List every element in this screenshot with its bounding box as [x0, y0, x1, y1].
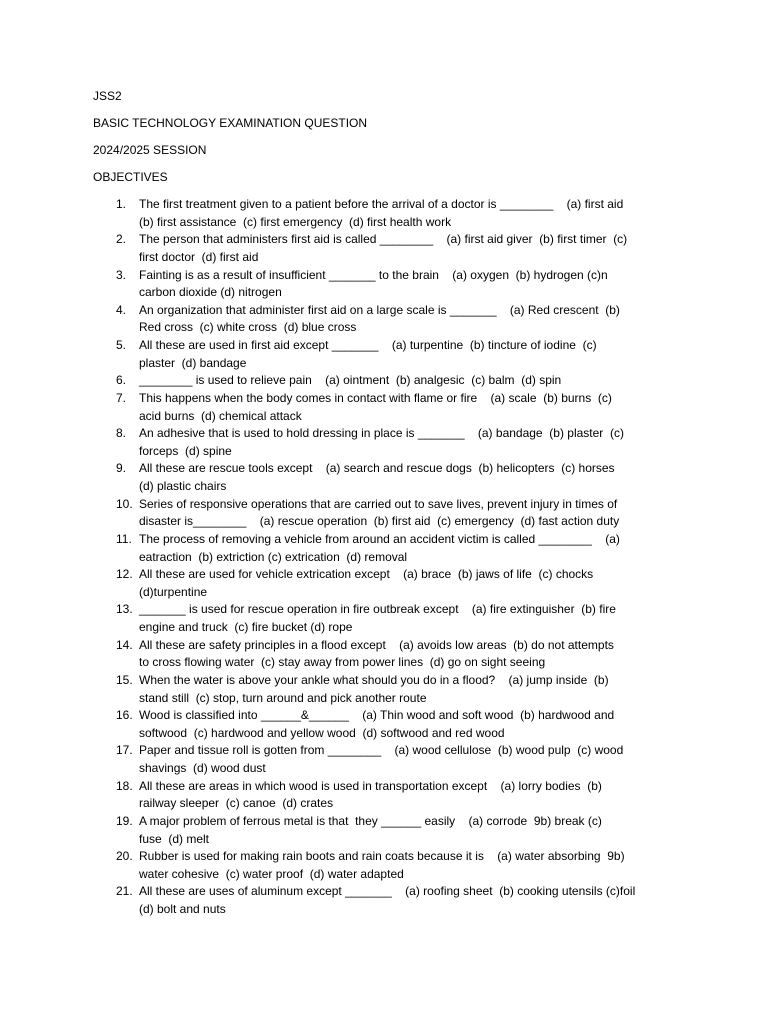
document-header — [93, 88, 733, 196]
question-item — [93, 883, 749, 918]
question-item — [93, 390, 749, 425]
question-line: forceps (d) spine — [139, 443, 232, 458]
question-text — [139, 496, 749, 531]
question-number: 10. — [116, 496, 133, 511]
question-line: The person that administers first aid is called ________ (a) first aid giver (b) first timer (c) — [139, 232, 628, 247]
question-text — [139, 531, 749, 566]
question-number: 3. — [116, 267, 127, 282]
question-text — [139, 778, 749, 813]
question-number: 9. — [116, 461, 127, 476]
question-item — [93, 637, 749, 672]
question-text — [139, 337, 749, 372]
question-line: engine and truck (c) fire bucket (d) rope — [139, 620, 353, 634]
question-line: softwood (c) hardwood and yellow wood (d) softwood and red wood — [139, 725, 505, 740]
question-line: This happens when the body comes in contact with flame or fire (a) scale (b) burns (c) — [139, 390, 612, 405]
question-text — [139, 601, 749, 636]
question-item — [93, 707, 749, 742]
question-line: eatraction (b) extriction (c) extrication (d) removal — [139, 549, 408, 564]
question-text — [139, 372, 749, 390]
question-number: 21. — [116, 884, 133, 899]
question-item — [93, 778, 749, 813]
question-item — [93, 231, 749, 266]
question-line: Series of responsive operations that are carried out to save lives, prevent injury in times of — [139, 496, 618, 511]
question-item — [93, 601, 749, 636]
question-text — [139, 425, 749, 460]
question-line: railway sleeper (c) canoe (d) crates — [139, 796, 334, 811]
question-number: 20. — [116, 849, 133, 864]
question-number: 6. — [116, 373, 127, 388]
question-line: The process of removing a vehicle from around an accident victim is called ________ (a) — [139, 531, 620, 546]
question-line: All these are uses of aluminum except _______ (a) roofing sheet (b) cooking utensils (c)foil — [139, 884, 636, 899]
question-text — [139, 672, 749, 707]
question-number: 4. — [116, 302, 127, 317]
question-item — [93, 496, 749, 531]
question-text — [139, 460, 749, 495]
question-line: acid burns (d) chemical attack — [139, 408, 302, 423]
question-number: 15. — [116, 672, 133, 687]
question-item — [93, 813, 749, 848]
question-line: stand still (c) stop, turn around and pick another route — [139, 690, 427, 705]
question-number: 13. — [116, 602, 133, 617]
question-text — [139, 707, 749, 742]
question-line: carbon dioxide (d) nitrogen — [139, 285, 282, 300]
question-item — [93, 302, 749, 337]
question-line: to cross flowing water (c) stay away from power lines (d) go on sight seeing — [139, 655, 546, 670]
question-number: 19. — [116, 813, 133, 828]
question-line: (d) plastic chairs — [139, 479, 227, 493]
question-number: 5. — [116, 338, 127, 352]
question-line: An organization that administer first aid on a large scale is _______ (a) Red crescent (b) — [139, 302, 620, 317]
class-label: JSS2 — [93, 89, 122, 103]
question-line: ________ is used to relieve pain (a) ointment (b) analgesic (c) balm (d) spin — [139, 373, 562, 388]
question-list — [93, 196, 749, 919]
question-line: first doctor (d) first aid — [139, 249, 259, 264]
question-number: 7. — [116, 390, 127, 405]
question-item — [93, 531, 749, 566]
question-item — [93, 742, 749, 777]
question-line: Rubber is used for making rain boots and rain coats because it is (a) water absorbing 9b) — [139, 849, 625, 864]
question-line: (d) bolt and nuts — [139, 902, 226, 916]
question-line: fuse (d) melt — [139, 831, 210, 846]
question-text — [139, 742, 749, 777]
question-line: A major problem of ferrous metal is that they ______ easily (a) corrode 9b) break (c) — [139, 813, 602, 828]
question-text — [139, 390, 749, 425]
question-text — [139, 637, 749, 672]
question-line: Wood is classified into ______&______ (a) Thin wood and soft wood (b) hardwood and — [139, 708, 615, 723]
question-line: Red cross (c) white cross (d) blue cross — [139, 320, 357, 335]
question-line: All these are used for vehicle extrication except (a) brace (b) jaws of life (c) chocks — [139, 567, 594, 582]
question-line: (d)turpentine — [139, 584, 208, 599]
question-item — [93, 672, 749, 707]
question-line: The first treatment given to a patient before the arrival of a doctor is ________ (a) first aid — [139, 197, 624, 211]
question-text — [139, 267, 749, 302]
question-item — [93, 848, 749, 883]
session-label: 2024/2025 SESSION — [93, 143, 207, 157]
question-number: 18. — [116, 778, 133, 793]
question-number: 17. — [116, 743, 133, 758]
question-text — [139, 196, 749, 231]
question-line: All these are areas in which wood is used in transportation except (a) lorry bodies (b) — [139, 778, 602, 793]
question-number: 2. — [116, 232, 127, 247]
question-line: Fainting is as a result of insufficient _______ to the brain (a) oxygen (b) hydrogen (c)n — [139, 267, 608, 282]
question-line: All these are safety principles in a flood except (a) avoids low areas (b) do not attempts — [139, 637, 614, 652]
question-text — [139, 231, 749, 266]
question-line: plaster (d) bandage — [139, 355, 247, 370]
question-line: shavings (d) wood dust — [139, 761, 266, 775]
question-text — [139, 883, 749, 918]
question-text — [139, 848, 749, 883]
document-title: BASIC TECHNOLOGY EXAMINATION QUESTION — [93, 116, 368, 130]
question-text — [139, 302, 749, 337]
question-text — [139, 566, 749, 601]
question-line: An adhesive that is used to hold dressing in place is _______ (a) bandage (b) plaster (c) — [139, 426, 624, 441]
question-line: (b) first assistance (c) first emergency (d) first health work — [139, 214, 452, 229]
question-line: When the water is above your ankle what should you do in a flood? (a) jump inside (b) — [139, 672, 609, 687]
question-item — [93, 425, 749, 460]
question-line: Paper and tissue roll is gotten from ________ (a) wood cellulose (b) wood pulp (c) wood — [139, 743, 624, 758]
section-heading: OBJECTIVES — [93, 170, 168, 184]
question-item — [93, 460, 749, 495]
question-item — [93, 196, 749, 231]
question-line: _______ is used for rescue operation in fire outbreak except (a) fire extinguisher (b) fire — [139, 602, 616, 617]
question-line: water cohesive (c) water proof (d) water adapted — [139, 866, 404, 881]
question-number: 12. — [116, 567, 133, 582]
question-number: 1. — [116, 197, 127, 211]
question-item — [93, 267, 749, 302]
question-item — [93, 566, 749, 601]
question-number: 14. — [116, 637, 133, 652]
question-line: All these are used in first aid except _______ (a) turpentine (b) tincture of iodine (c) — [139, 338, 597, 352]
question-number: 8. — [116, 426, 127, 441]
question-text — [139, 813, 749, 848]
question-item — [93, 337, 749, 372]
question-line: All these are rescue tools except (a) search and rescue dogs (b) helicopters (c) horses — [139, 461, 615, 476]
question-number: 16. — [116, 708, 133, 723]
question-number: 11. — [116, 531, 132, 546]
question-item — [93, 372, 749, 390]
question-line: disaster is________ (a) rescue operation (b) first aid (c) emergency (d) fast action duty — [139, 514, 620, 529]
